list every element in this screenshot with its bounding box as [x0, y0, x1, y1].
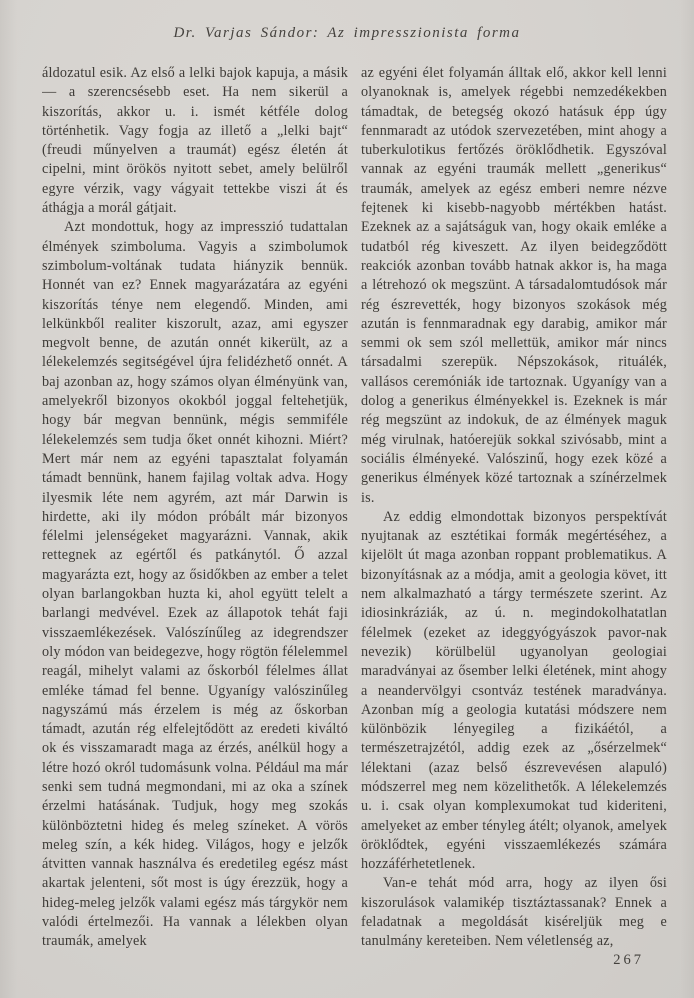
paragraph: Azt mondottuk, hogy az impresszió tudattalan élmények szimboluma. Vagyis a szimbolumok szimbolum-voltának tudata hiányzik bennük. Honnét van ez? Ennek magyarázatára az egyéni kiszorítás ténye nem elegendő. Minden, ami lelkünkből realiter kiszorult, azaz, ami egyszer megvolt benne, de azután onnét kikerült, az a lélekelemzés segitségével újra felidézhető onnét. A baj azonban az, hogy számos olyan élményünk van, amelyekről bizonyos okokból joggal feltehetjük, hogy bár megvan bennünk, mégis semmiféle lélekelemzés sem tudja őket onnét kihozni. Miért? Mert már nem az egyéni tapasztalat folyamán támadt bennünk, hanem fajilag voltak adva. Hogy ilyesmik léte nem agyrém, azt már Darwin is hirdette, aki ily módon próbált már bizonyos félelmi jelenségeket magyarázni. Vannak, akik rettegnek az egértől és patkánytól. Ő azzal magyarázta ezt, hogy az ősidőkben az ember a telet olyan barlangokban huzta ki, ahol együtt telelt a barlangi medvével. Ezek az állapotok tehát faji visszaemlékezések. Valószínűleg az idegrendszer oly módon van beidegezve, hogy rögtön félelemmel reagál, mihelyt valami az őskorból félelmes állat emléke támad fel benne. Ugyanígy valószinűleg nagyszámú más érzelem is még az őskorban támadt, azután rég elfelejtődött az eredeti kiváltó ok és visszamaradt maga az érzés, anélkül hogy a létre hozó okról tudomásunk volna. Például ma már senki sem tudná megmondani, mi az oka a színek érzelmi hatásának. Tudjuk, hogy meg szokás különböztetni hideg és meleg színeket. A vörös meleg szín, a kék hideg. Világos, hogy e jelzők átvitten vannak használva és eredetileg egész mást akartak jelenteni, sőt most is úgy érezzük, hogy a hideg-meleg jelzők valami egész más tárgykör nem valódi értelmezői. Ha vannak a lélekben olyan traumák, amelyek — [42, 219, 348, 950]
paragraph-continuation: az egyéni élet folyamán álltak elő, akkor kell lenni olyanoknak is, amelyek régebbi nemzedékekben támadtak, de betegség okozó hatásuk épp úgy fennmaradt az utódok szervezetében, mint ahogy a tuberkulotikus fertőzés öröklődhetik. Egyszóval vannak az egyéni traumák mellett „generikus“ traumák, amelyek az egész emberi nemre nézve fejtenek ki kisebb-nagyobb mértékben hatást. Ezeknek az a sajátságuk van, hogy okaik emléke a tudatból rég kiveszett. Az ilyen beidegződött reakciók azonban tovább hatnak akkor is, ha maga a létrehozó ok megszünt. A társadalomtudósok már rég észrevették, hogy bizonyos szokások még azután is fennmaradnak egy darabig, amikor már semmi ok sem szól mellettük, amikor már nincs társadalmi szerepük. Népszokások, rituálék, vallásos ceremóniák ide tartoznak. Ugyanígy van a dolog a generikus élményekkel is. Ezeknek is már rég megszünt az indokuk, de az élmények maguk még virulnak, hatóerejük sokkal szivósabb, mint a sociális élményeké. Valószinű, hogy ezek közé a generikus élmények közé tartoznak a színérzelmek is. — [361, 65, 667, 506]
left-column — [42, 64, 348, 976]
page-number: 267 — [613, 952, 644, 968]
text-columns — [42, 64, 667, 976]
paragraph: Van-e tehát mód arra, hogy az ilyen ősi kiszorulások valamikép tisztáztassanak? Ennek a feladatnak a megoldását kiséreljük meg e tanulmány kereteiben. Nem véletlenség az, — [361, 875, 667, 950]
right-column — [361, 64, 667, 976]
paragraph: Az eddig elmondottak bizonyos perspektívát nyujtanak az esztétikai formák megértéséhez, a kijelölt út maga azonban roppant problematikus. A bizonyításnak az a módja, amit a geologia követ, itt nem alkalmazható a tárgy természete szerint. Az idiosinkráziák, az ú. n. megindokolhatatlan félelmek (ezeket az ideggyógyászok pavor-nak nevezik) körülbelül ugyanolyan geologiai maradványai az ősember lelki életének, mint ahogy a neandervölgyi csontváz testének maradványa. Azonban míg a geologia kutatási módszere nem különbözik lényegileg a fizikáétól, a természetrajzétól, addig ezek az „ősérzelmek“ lélektani (azaz belső észrevevésen alapuló) módszerrel meg nem közelithetők. A lélekelemzés u. i. csak olyan komplexumokat tud kideriteni, amelyeket az ember tényleg átélt; olyanok, amelyek öröklődtek, egyéni visszaemlékezés számára hozzáférhetetlenek. — [361, 508, 667, 873]
paragraph-continuation: áldozatul esik. Az első a lelki bajok kapuja, a másik — a szerencsésebb eset. Ha nem sikerül a kiszorítás, akkor u. i. ismét kétféle dolog történhetik. Vagy fogja az illető a „lelki bajt“ (freudi műnyelven a traumát) egész életén át cipelni, mint örökös nyitott sebet, amely belülről egyre vérzik, vagy vágyait tettekbe viszi át és áthágja a morál gátjait. — [42, 65, 348, 217]
running-header: Dr. Varjas Sándor: Az impresszionista forma — [173, 25, 521, 41]
